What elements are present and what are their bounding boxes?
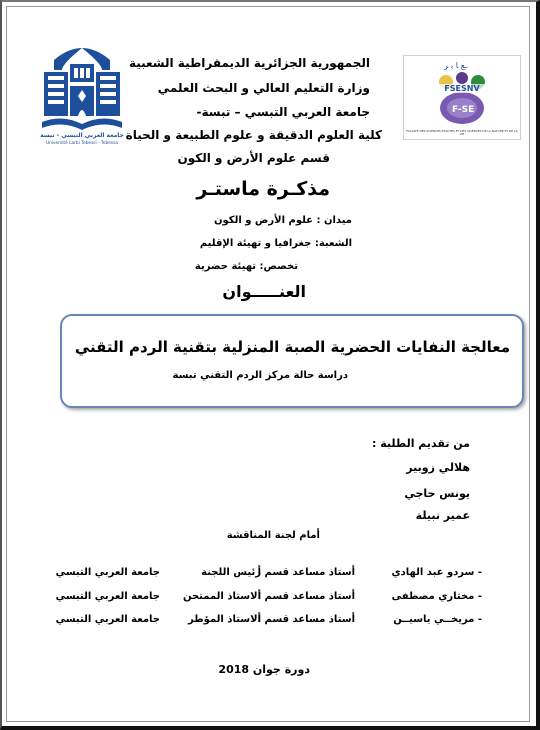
header-ministry: وزارة التعليم العالي و البحث العلمي bbox=[157, 81, 370, 95]
committee-label: أمام لجنة المناقشة bbox=[226, 530, 320, 541]
svg-text:F-SE: F-SE bbox=[452, 105, 475, 115]
committee-member-role: الاستاذ المؤطر bbox=[188, 614, 261, 625]
header-department: قسم علوم الأرض و الكون bbox=[177, 151, 330, 165]
committee-member-name: - مريخــي ياسيــن bbox=[393, 614, 482, 625]
committee-member-university: جامعة العربي التبسي bbox=[55, 591, 160, 602]
student-name: عمير نبيلة bbox=[415, 509, 470, 522]
committee-member-name: - سردو عبد الهادي bbox=[391, 567, 482, 578]
thesis-branch: الشعبة: جغرافيا و تهيئة الإقليم bbox=[199, 238, 352, 249]
logo-name-ar: جامعة العربي التبسي - تبسة bbox=[40, 132, 124, 139]
students-label: من تقديم الطلبة : bbox=[371, 437, 470, 450]
student-name: يونس حاجي bbox=[404, 487, 470, 500]
title-heading: العنـــــوان bbox=[222, 282, 306, 301]
committee-member-role: الاستاذ الممتحن bbox=[182, 591, 261, 602]
committee-member-role: رئيس اللجنة bbox=[201, 567, 261, 578]
logo-name-fr: Université Larbi Tebessi - Tebessa bbox=[45, 141, 119, 146]
thesis-specialty: تخصص: تهيئة حضرية bbox=[194, 261, 298, 272]
student-name: هلالي زوبير bbox=[406, 461, 470, 474]
title-box bbox=[60, 314, 524, 408]
header-republic: الجمهورية الجزائرية الديمقراطية الشعبية bbox=[128, 56, 370, 70]
header-university: جامعة العربي التبسي – تبسة- bbox=[196, 105, 370, 119]
faculty-acronym: FSESNV bbox=[404, 84, 520, 93]
committee-member-rank: أستاذ مساعد قسم أ bbox=[257, 567, 355, 578]
thesis-subtitle: دراسة حالة مركز الردم التقني تبسة bbox=[172, 370, 348, 381]
thesis-title: معالجة النفايات الحضرية الصبة المنزلية بتقنية الردم التقني bbox=[74, 338, 510, 356]
thesis-field: ميدان : علوم الأرض و الكون bbox=[213, 215, 352, 226]
committee-member-rank: أستاذ مساعد قسم أ bbox=[257, 614, 355, 625]
committee-member-rank: أستاذ مساعد قسم أ bbox=[257, 591, 355, 602]
header-faculty: كلية العلوم الدقيقة و علوم الطبيعة و الحياة bbox=[125, 128, 382, 142]
faculty-caption: FACULTE DES SCIENCES EXACTES ET DES SCIENCES DE LA NATURE ET DE LA VIE bbox=[406, 129, 518, 137]
committee-member-name: - مختاري مصطفى bbox=[391, 591, 482, 602]
faculty-logo bbox=[403, 55, 521, 140]
university-logo bbox=[36, 40, 128, 152]
svg-text:ـﻊ ﺎ ﺑ ﺮ: ـﻊ ﺎ ﺑ ﺮ bbox=[444, 61, 468, 70]
session-date: دورة جوان 2018 bbox=[218, 663, 310, 676]
thesis-type: مذكـرة ماستـر bbox=[196, 178, 330, 200]
committee-member-university: جامعة العربي التبسي bbox=[55, 614, 160, 625]
committee-member-university: جامعة العربي التبسي bbox=[55, 567, 160, 578]
